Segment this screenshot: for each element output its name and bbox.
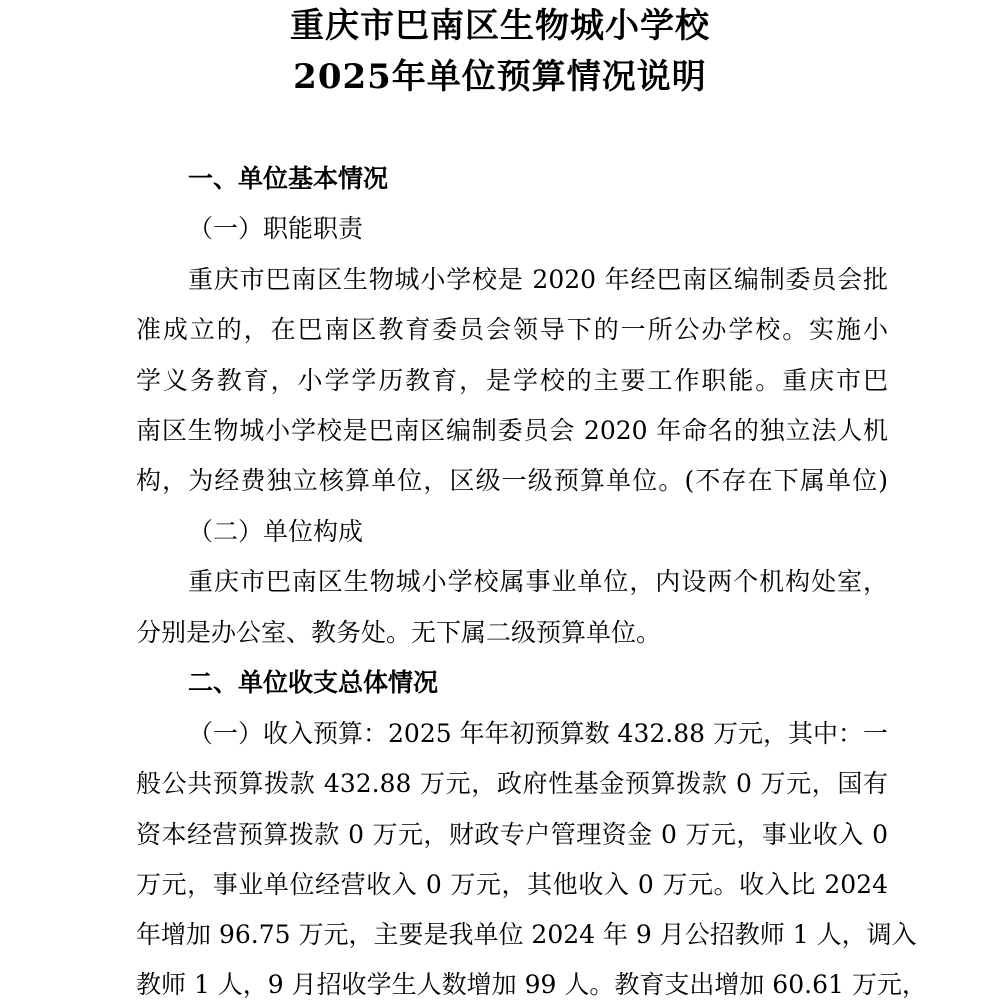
paragraph-line: 分别是办公室、教务处。无下属二级预算单位。 <box>136 618 662 647</box>
document-title-line2: 2025年单位预算情况说明 <box>293 57 707 97</box>
paragraph-line: （一）收入预算：2025 年年初预算数 432.88 万元，其中：一 <box>188 719 888 748</box>
paragraph-line: 年增加 96.75 万元，主要是我单位 2024 年 9 月公招教师 1 人，调入 <box>136 920 917 949</box>
paragraph-line: 学义务教育，小学学历教育，是学校的主要工作职能。重庆市巴 <box>136 366 888 395</box>
paragraph-line: 重庆市巴南区生物城小学校是 2020 年经巴南区编制委员会批 <box>188 265 888 294</box>
section1-sub2-heading: （二）单位构成 <box>188 517 364 546</box>
paragraph-line: 南区生物城小学校是巴南区编制委员会 2020 年命名的独立法人机 <box>136 416 888 445</box>
section1-sub1-heading: （一）职能职责 <box>188 214 364 243</box>
paragraph-line: 万元，事业单位经营收入 0 万元，其他收入 0 万元。收入比 2024 <box>136 870 888 899</box>
document-title-line1: 重庆市巴南区生物城小学校 <box>290 6 710 46</box>
paragraph-line: 般公共预算拨款 432.88 万元，政府性基金预算拨款 0 万元，国有 <box>136 769 888 798</box>
paragraph-line: 教师 1 人，9 月招收学生人数增加 99 人。教育支出增加 60.61 万元， <box>136 970 927 999</box>
paragraph-line: 构，为经费独立核算单位，区级一级预算单位。(不存在下属单位) <box>136 466 888 495</box>
section2-heading: 二、单位收支总体情况 <box>188 668 439 697</box>
paragraph-line: 准成立的，在巴南区教育委员会领导下的一所公办学校。实施小 <box>136 315 888 344</box>
paragraph-line: 重庆市巴南区生物城小学校属事业单位，内设两个机构处室， <box>188 567 888 596</box>
paragraph-line: 资本经营预算拨款 0 万元，财政专户管理资金 0 万元，事业收入 0 <box>136 820 888 849</box>
section1-heading: 一、单位基本情况 <box>188 164 389 193</box>
